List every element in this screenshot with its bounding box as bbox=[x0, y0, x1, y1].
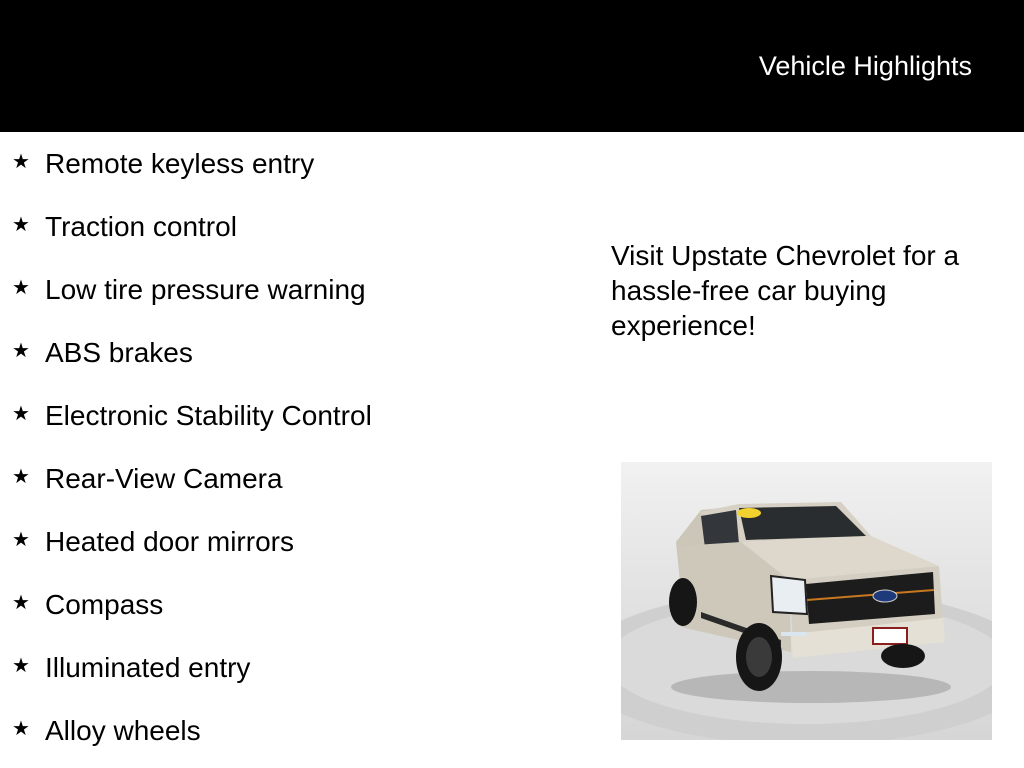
feature-label: Electronic Stability Control bbox=[45, 400, 372, 431]
list-item bbox=[12, 209, 572, 272]
feature-label: Illuminated entry bbox=[45, 652, 251, 683]
star-icon: ★ bbox=[12, 338, 30, 362]
header-bar bbox=[0, 0, 1024, 132]
list-item bbox=[12, 713, 572, 768]
list-item bbox=[12, 272, 572, 335]
list-item bbox=[12, 524, 572, 587]
feature-label: Traction control bbox=[45, 211, 237, 242]
list-item bbox=[12, 650, 572, 713]
list-item bbox=[12, 398, 572, 461]
page-title: Vehicle Highlights bbox=[758, 51, 972, 81]
list-item bbox=[12, 587, 572, 650]
dealer-promo-text: Visit Upstate Chevrolet for a hassle-free car buying experience! bbox=[611, 240, 960, 341]
star-icon: ★ bbox=[12, 401, 30, 425]
star-icon: ★ bbox=[12, 464, 30, 488]
list-item bbox=[12, 335, 572, 398]
star-icon: ★ bbox=[12, 590, 30, 614]
pickup-truck-photo bbox=[621, 462, 992, 740]
vehicle-photo bbox=[621, 462, 992, 740]
feature-label: Rear-View Camera bbox=[45, 463, 283, 494]
list-item bbox=[12, 461, 572, 524]
star-icon: ★ bbox=[12, 653, 30, 677]
list-item bbox=[12, 146, 572, 209]
star-icon: ★ bbox=[12, 275, 30, 299]
star-icon: ★ bbox=[12, 527, 30, 551]
star-icon: ★ bbox=[12, 716, 30, 740]
features-list bbox=[12, 146, 572, 768]
feature-label: Compass bbox=[45, 589, 164, 620]
star-icon: ★ bbox=[12, 149, 30, 173]
feature-label: Alloy wheels bbox=[45, 715, 201, 746]
star-icon: ★ bbox=[12, 212, 30, 236]
feature-label: Remote keyless entry bbox=[45, 148, 315, 179]
feature-label: Heated door mirrors bbox=[45, 526, 294, 557]
feature-label: Low tire pressure warning bbox=[45, 274, 366, 305]
feature-label: ABS brakes bbox=[45, 337, 193, 368]
